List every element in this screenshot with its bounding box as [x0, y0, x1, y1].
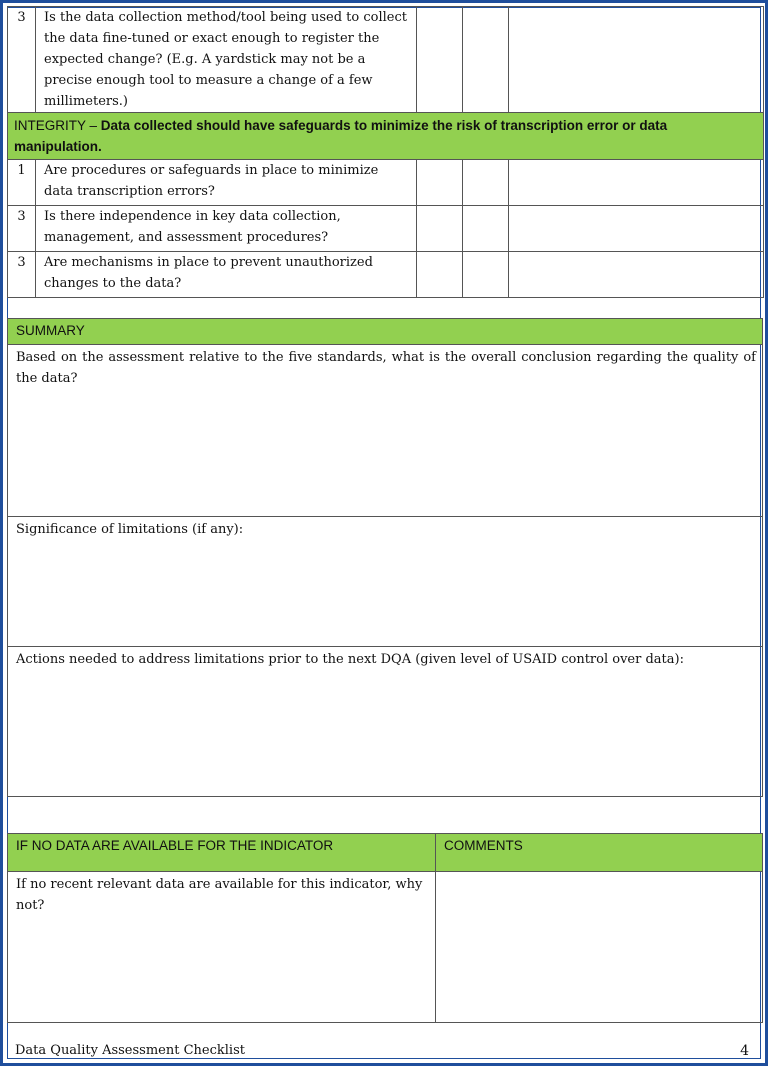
integrity-heading-row	[8, 113, 764, 160]
no-cell[interactable]	[463, 7, 509, 113]
no-data-reason-label: If no recent relevant data are available for this indicator, why not?	[16, 877, 423, 913]
page-number: 4	[740, 1043, 749, 1059]
row-number: 1	[8, 160, 36, 206]
yes-cell[interactable]	[417, 206, 463, 252]
question-text: Is there independence in key data collection, management, and assessment procedures?	[36, 206, 417, 252]
actions-field[interactable]	[7, 646, 763, 797]
summary-conclusion-field[interactable]	[7, 344, 763, 517]
table-row	[8, 160, 764, 206]
table-row	[8, 7, 764, 113]
comments-cell[interactable]	[509, 206, 764, 252]
checklist-table	[7, 6, 764, 298]
question-text: Are mechanisms in place to prevent unauthorized changes to the data?	[36, 252, 417, 298]
no-cell[interactable]	[463, 160, 509, 206]
comments-heading	[435, 833, 763, 872]
integrity-heading	[8, 113, 764, 160]
no-data-reason-field[interactable]	[7, 871, 436, 1023]
question-text: Is the data collection method/tool being used to collect the data fine-tuned or exact enough to register the expected change? (E.g. A yardstick may not be a precise enough tool to measure a change of a few millimeters.)	[36, 7, 417, 113]
no-data-comments-field[interactable]	[435, 871, 763, 1023]
integrity-heading-text: Data collected should have safeguards to minimize the risk of transcription error or data manipulation.	[14, 118, 668, 154]
yes-cell[interactable]	[417, 7, 463, 113]
summary-conclusion-label: Based on the assessment relative to the five standards, what is the overall conclusion regarding the quality of the data?	[16, 350, 756, 386]
comments-cell[interactable]	[509, 160, 764, 206]
comments-cell[interactable]	[509, 252, 764, 298]
limitations-label: Significance of limitations (if any):	[16, 522, 244, 537]
table-row	[8, 252, 764, 298]
row-number: 3	[8, 206, 36, 252]
question-text: Are procedures or safeguards in place to minimize data transcription errors?	[36, 160, 417, 206]
yes-cell[interactable]	[417, 160, 463, 206]
no-cell[interactable]	[463, 252, 509, 298]
no-data-heading	[7, 833, 436, 872]
summary-heading-text: SUMMARY	[16, 323, 85, 338]
actions-label: Actions needed to address limitations prior to the next DQA (given level of USAID control over data):	[16, 652, 684, 667]
row-number: 3	[8, 252, 36, 298]
integrity-heading-prefix: INTEGRITY –	[14, 118, 101, 133]
no-data-heading-text: IF NO DATA ARE AVAILABLE FOR THE INDICATOR	[16, 838, 334, 853]
footer-title: Data Quality Assessment Checklist	[15, 1043, 245, 1058]
limitations-field[interactable]	[7, 516, 763, 647]
yes-cell[interactable]	[417, 252, 463, 298]
table-row	[8, 206, 764, 252]
no-cell[interactable]	[463, 206, 509, 252]
summary-heading	[7, 318, 763, 345]
comments-cell[interactable]	[509, 7, 764, 113]
comments-heading-text: COMMENTS	[444, 838, 523, 853]
row-number: 3	[8, 7, 36, 113]
